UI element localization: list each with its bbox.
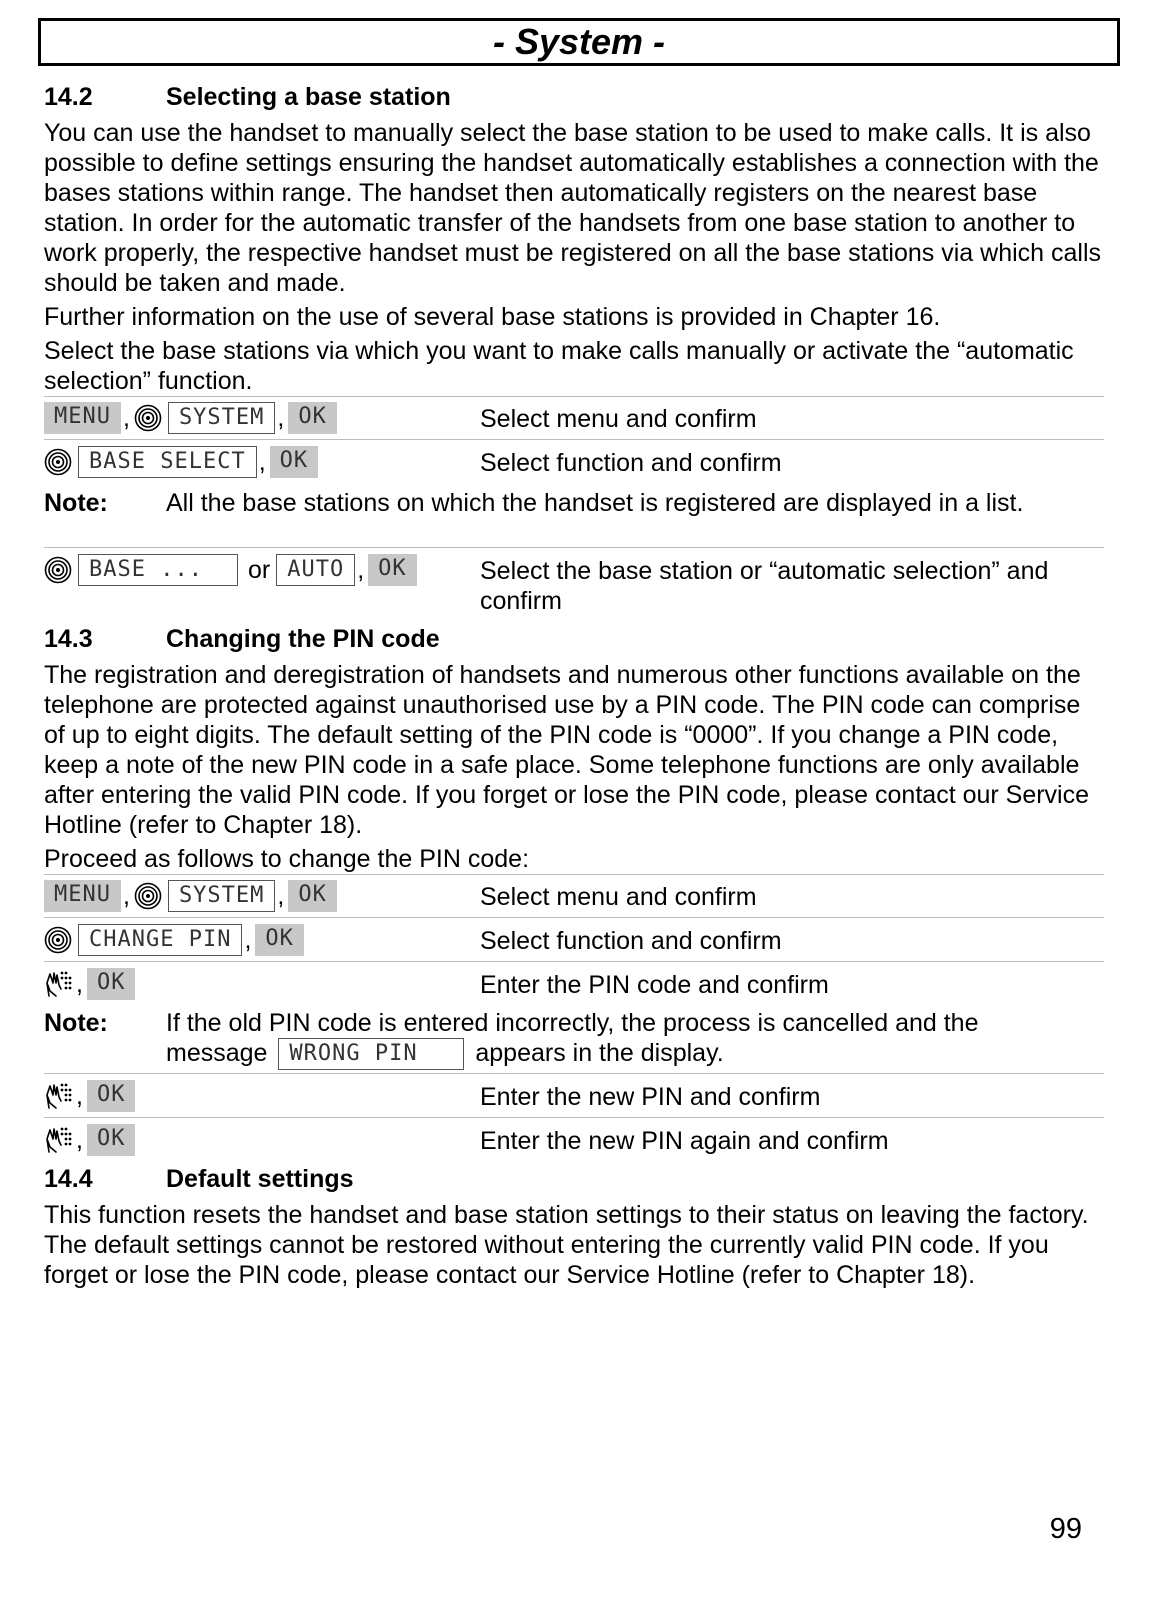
step-description: Enter the new PIN again and confirm: [480, 1127, 889, 1155]
ok-key: OK: [288, 880, 337, 912]
divider: [44, 1073, 1104, 1074]
keypad-entry-icon: [44, 1125, 72, 1155]
step-row: , OK Enter the new PIN and confirm: [44, 1078, 1104, 1114]
note-label: Note:: [44, 489, 108, 517]
step-row: BASE ... or AUTO , OK Select the base station or “automatic selection” and confirm: [44, 552, 1104, 588]
keypad-entry-icon: [44, 1081, 72, 1111]
step-row: , OK Enter the PIN code and confirm: [44, 966, 1104, 1002]
ok-key: OK: [87, 1124, 136, 1156]
navigation-ring-icon: [44, 926, 72, 954]
divider: [44, 547, 1104, 548]
paragraph: The registration and deregistration of handsets and numerous other functions available on the telephone are protected against unauthorised use by a PIN code. The PIN code can comprise of up to eight digits. The default setting of the PIN code is “0000”. If you change a PIN code, keep a note of the new PIN code in a safe place. Some telephone functions are only available after entering the valid PIN code. If you forget or lose the PIN code, please contact our Service Hotline (refer to Chapter 18).: [44, 661, 1090, 839]
page-number: 99: [1049, 1513, 1082, 1545]
ok-key: OK: [270, 446, 319, 478]
menu-key: MENU: [44, 880, 121, 912]
step-description: Enter the new PIN and confirm: [480, 1083, 821, 1111]
step-description: Select the base station or “automatic selection” and confirm: [480, 557, 1049, 615]
paragraph: This function resets the handset and base station settings to their status on leaving the factory. The default settings cannot be restored without entering the currently valid PIN code. If you forget or lose the PIN code, please contact our Service Hotline (refer to Chapter 18).: [44, 1201, 1089, 1289]
paragraph: You can use the handset to manually select the base station to be used to make calls. It is also possible to define settings ensuring the handset automatically establishes a connection with the bases stations within range. The handset then automatically registers on the nearest base station. In order for the automatic transfer of the handsets from one base station to another to work properly, the respective handset must be registered on all the base stations via which calls should be taken and made.: [44, 119, 1102, 297]
section-title: Selecting a base station: [166, 83, 451, 111]
paragraph: Select the base stations via which you want to make calls manually or activate the “automatic selection” function.: [44, 337, 1074, 395]
display-text: SYSTEM: [168, 402, 275, 434]
chapter-banner: - System -: [38, 18, 1120, 66]
paragraph: Further information on the use of several base stations is provided in Chapter 16.: [44, 303, 941, 331]
note-text: If the old PIN code is entered incorrectly, the process is cancelled and the message WRONG PIN appears in the display.: [166, 1008, 1086, 1070]
step-row: MENU , SYSTEM , OK Select menu and confirm: [44, 400, 1104, 436]
divider: [44, 917, 1104, 918]
ok-key: OK: [255, 924, 304, 956]
step-description: Select function and confirm: [480, 449, 782, 477]
menu-key: MENU: [44, 402, 121, 434]
keypad-entry-icon: [44, 969, 72, 999]
step-description: Select menu and confirm: [480, 405, 757, 433]
step-row: CHANGE PIN , OK Select function and confirm: [44, 922, 1104, 958]
step-row: MENU , SYSTEM , OK Select menu and confirm: [44, 878, 1104, 914]
step-row: BASE SELECT , OK Select function and confirm: [44, 444, 1104, 480]
note-label: Note:: [44, 1009, 108, 1037]
navigation-ring-icon: [44, 556, 72, 584]
step-description: Select menu and confirm: [480, 883, 757, 911]
step-row: , OK Enter the new PIN again and confirm: [44, 1122, 1104, 1158]
ok-key: OK: [87, 968, 136, 1000]
display-text: WRONG PIN: [278, 1038, 464, 1070]
navigation-ring-icon: [134, 404, 162, 432]
divider: [44, 396, 1104, 397]
display-text: CHANGE PIN: [78, 924, 242, 956]
section-title: Default settings: [166, 1165, 354, 1193]
ok-key: OK: [87, 1080, 136, 1112]
divider: [44, 961, 1104, 962]
ok-key: OK: [288, 402, 337, 434]
display-text: BASE SELECT: [78, 446, 257, 478]
paragraph: Proceed as follows to change the PIN code:: [44, 845, 530, 873]
section-title: Changing the PIN code: [166, 625, 440, 653]
navigation-ring-icon: [44, 448, 72, 476]
navigation-ring-icon: [134, 882, 162, 910]
section-number: 14.3: [44, 625, 93, 653]
display-text: BASE ...: [78, 554, 238, 586]
note-text: All the base stations on which the handset is registered are displayed in a list.: [166, 489, 1024, 517]
divider: [44, 1117, 1104, 1118]
divider: [44, 439, 1104, 440]
divider: [44, 874, 1104, 875]
section-number: 14.2: [44, 83, 93, 111]
step-description: Select function and confirm: [480, 927, 782, 955]
display-text: AUTO: [276, 554, 355, 586]
ok-key: OK: [368, 554, 417, 586]
step-description: Enter the PIN code and confirm: [480, 971, 829, 999]
display-text: SYSTEM: [168, 880, 275, 912]
section-number: 14.4: [44, 1165, 93, 1193]
